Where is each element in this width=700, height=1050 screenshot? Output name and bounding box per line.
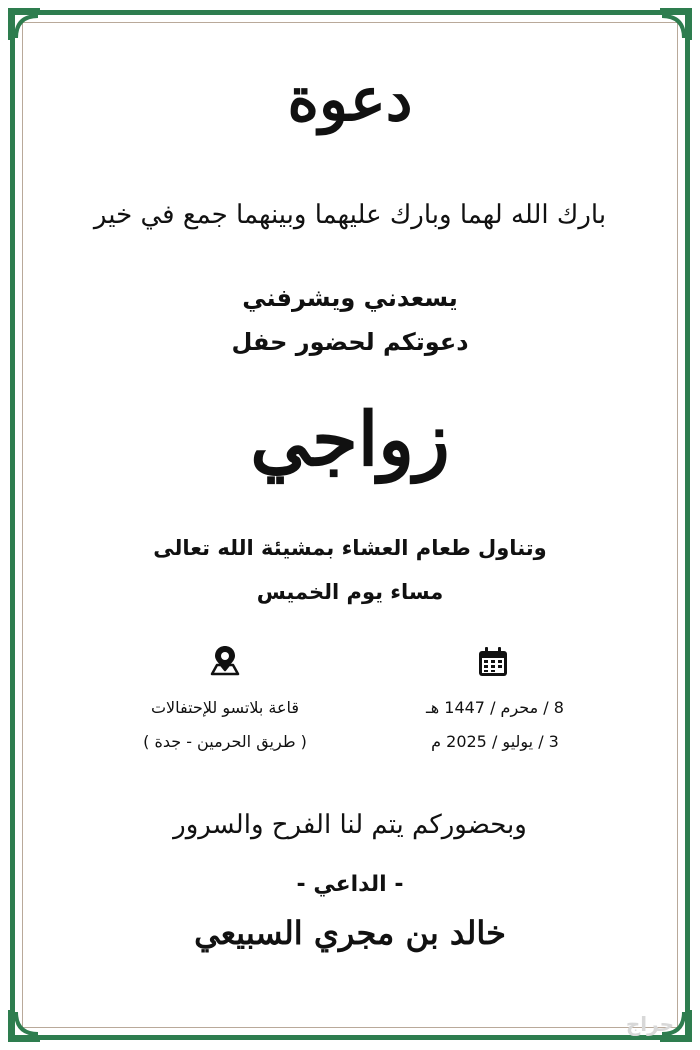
wedding-title: زواجي (250, 397, 450, 483)
corner-ornament-icon (8, 8, 42, 42)
day-line: مساء يوم الخميس (256, 580, 444, 604)
invitation-line: دعوتكم لحضور حفل (231, 328, 469, 356)
host-name: خالد بن مجري السبيعي (194, 914, 506, 952)
venue-address: ( طريق الحرمين - جدة ) (143, 732, 307, 751)
host-label: - الداعي - (296, 872, 404, 897)
corner-ornament-icon (8, 1008, 42, 1042)
intro-line: يسعدني ويشرفني (242, 284, 458, 312)
invitation-logo: دعوة (287, 65, 413, 135)
dinner-line: وتناول طعام العشاء بمشيئة الله تعالى (153, 536, 547, 560)
hijri-date: 8 / محرم / 1447 هـ (426, 698, 564, 717)
location-pin-icon (208, 643, 242, 677)
closing-calligraphy: وبحضوركم يتم لنا الفرح والسرور (173, 810, 527, 840)
calendar-icon (476, 645, 510, 679)
venue-name: قاعة بلاتسو للإحتفالات (150, 698, 300, 717)
blessing-calligraphy: بارك الله لهما وبارك عليهما وبينهما جمع في خير (93, 200, 607, 230)
watermark: حراج (625, 1012, 674, 1036)
gregorian-date: 3 / يوليو / 2025 م (431, 732, 559, 751)
corner-ornament-icon (658, 8, 692, 42)
